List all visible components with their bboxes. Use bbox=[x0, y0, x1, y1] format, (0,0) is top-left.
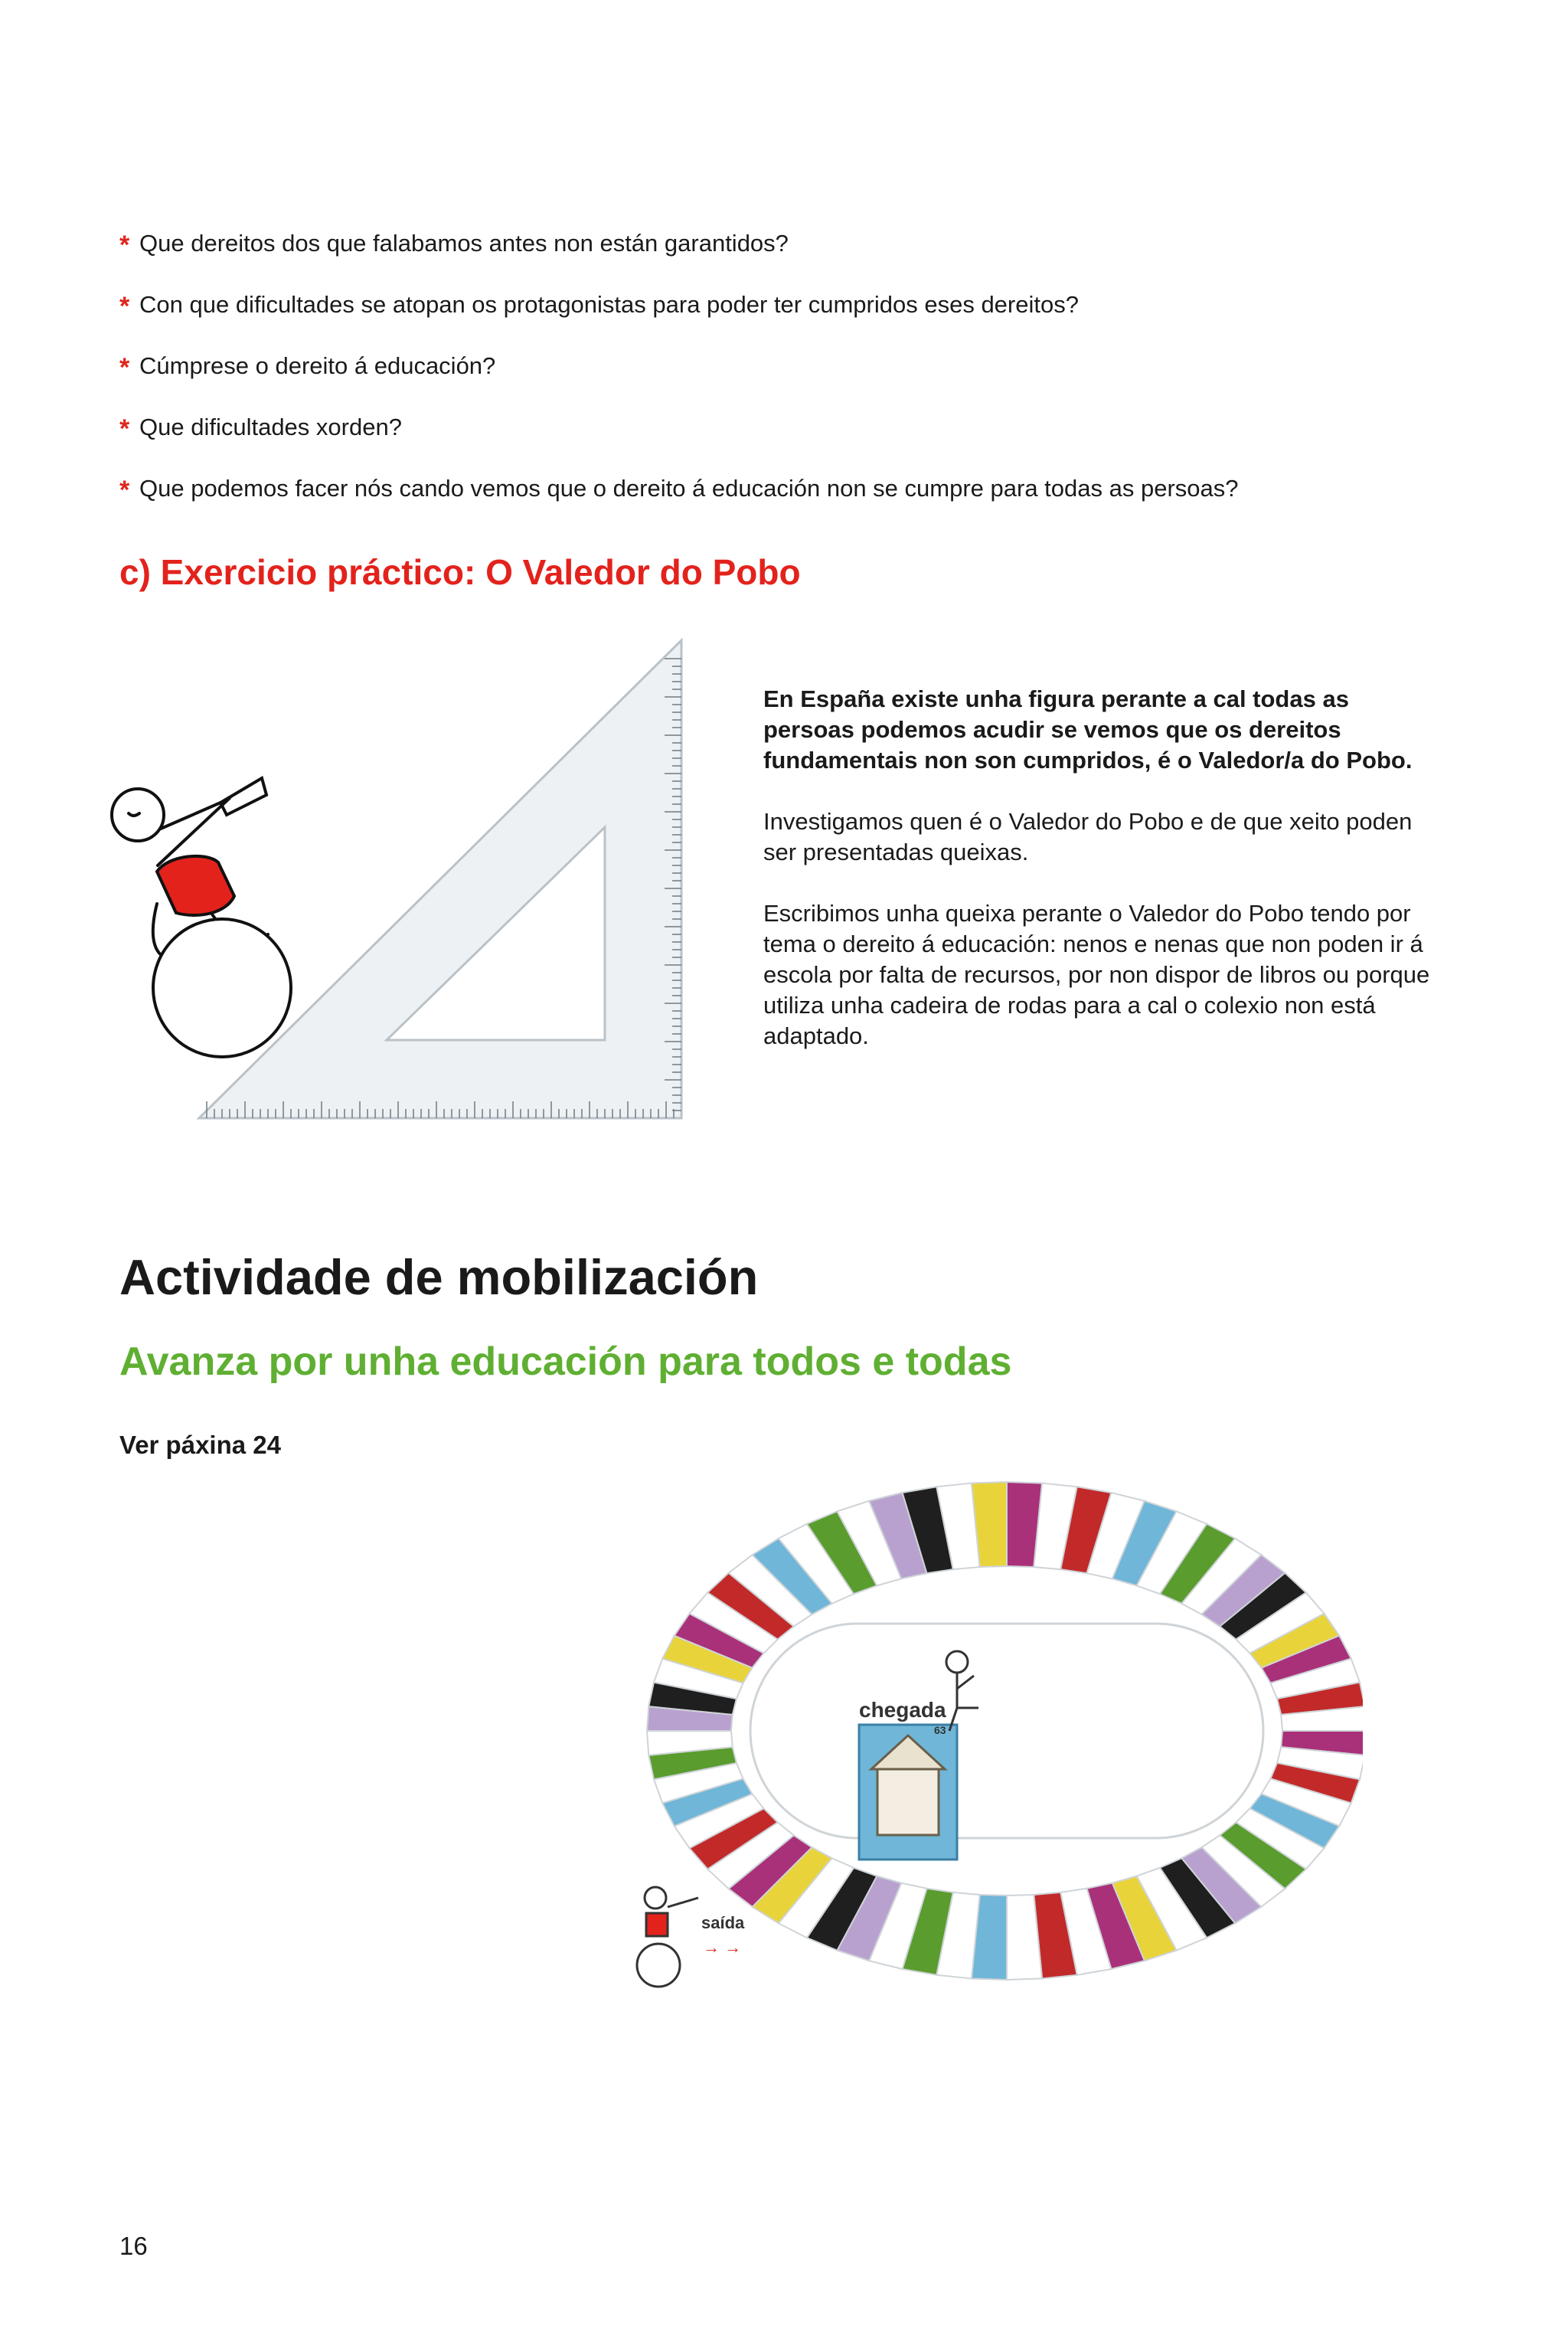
bullet-star-icon: * bbox=[119, 292, 130, 321]
question-item: * Que podemos facer nós cando vemos que o dereito á educación non se cumpre para todas as persoas? bbox=[119, 475, 1239, 505]
valedor-text bbox=[763, 684, 1437, 1082]
bullet-star-icon: * bbox=[119, 414, 130, 443]
mobilization-subtitle: Avanza por unha educación para todos e todas bbox=[119, 1340, 1012, 1384]
bullet-star-icon: * bbox=[119, 476, 130, 505]
finish-label: chegada bbox=[859, 1698, 946, 1722]
finish-house-body bbox=[877, 1769, 939, 1835]
research-paragraph: Investigamos quen é o Valedor do Pobo e de que xeito poden ser presentadas queixas. bbox=[763, 808, 1413, 865]
page-number: 16 bbox=[119, 2232, 148, 2260]
start-label: saída bbox=[701, 1913, 745, 1932]
red-shirt bbox=[157, 856, 234, 915]
bullet-star-icon: * bbox=[119, 231, 130, 260]
start-wheelchair-figure bbox=[637, 1887, 698, 1987]
question-item: * Que dereitos dos que falabamos antes non están garantidos? bbox=[119, 230, 789, 260]
board-game-illustration bbox=[628, 1478, 1363, 2014]
wheelchair-child-drawing bbox=[112, 778, 291, 1057]
section-heading: c) Exercicio práctico: O Valedor do Pobo bbox=[119, 552, 801, 592]
set-square-shape bbox=[199, 640, 681, 1118]
start-arrows: → → bbox=[703, 1938, 742, 1957]
complaint-paragraph: Escribimos unha queixa perante o Valedor do Pobo tendo por tema o dereito á educación: nenos e nenas que non poden ir á escola por falta de recursos, por non dispor de libros ou porque utiliza unha cadeira de rodas para a cal o colexio non está adaptado. bbox=[763, 900, 1430, 1049]
set-square-illustration bbox=[84, 628, 697, 1133]
intro-paragraph: En España existe unha figura perante a cal todas as persoas podemos acudir se vemos que os dereitos fundamentais non son cumpridos, é o Valedor/a do Pobo. bbox=[763, 685, 1413, 774]
question-item: * Con que dificultades se atopan os protagonistas para poder ter cumpridos eses dereitos? bbox=[119, 291, 1079, 321]
question-item: * Que dificultades xorden? bbox=[119, 414, 402, 443]
mobilization-title: Actividade de mobilización bbox=[119, 1249, 759, 1305]
board-center bbox=[750, 1624, 1263, 1838]
question-list bbox=[119, 228, 1498, 535]
see-page-reference: Ver páxina 24 bbox=[119, 1431, 281, 1459]
finish-number: 63 bbox=[934, 1724, 946, 1736]
bullet-star-icon: * bbox=[119, 353, 130, 382]
question-item: * Cúmprese o dereito á educación? bbox=[119, 352, 496, 382]
